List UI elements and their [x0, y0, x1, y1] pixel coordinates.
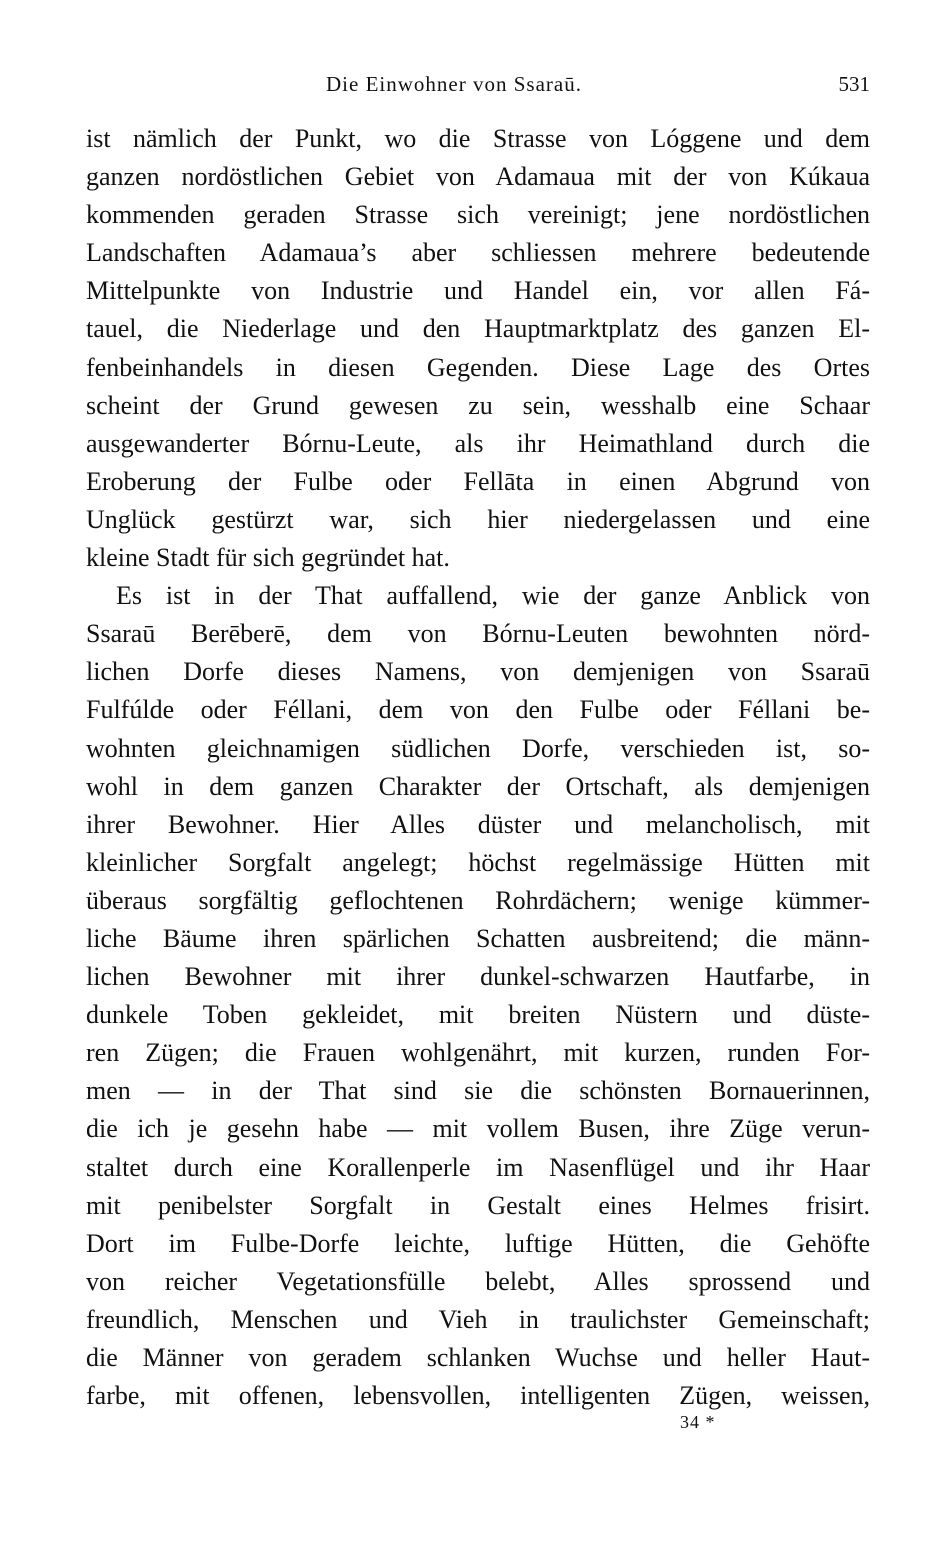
text-line: kleine Stadt für sich gegründet hat. [86, 543, 450, 573]
text-line: die Männer von geradem schlanken Wuchse und heller Haut- [86, 1343, 870, 1372]
text-line: men — in der That sind sie die schönsten Bornauerinnen, [86, 1076, 870, 1106]
text-line: ist nämlich der Punkt, wo die Strasse von Lóggene und dem [86, 124, 870, 153]
text-line: staltet durch eine Korallenperle im Nasenflügel und ihr Haar [86, 1152, 870, 1182]
text-line: die ich je gesehn habe — mit vollem Busen, ihre Züge verun- [86, 1114, 870, 1144]
text-line: Mittelpunkte von Industrie und Handel ein, vor allen Fá- [86, 276, 870, 306]
text-line: Eroberung der Fulbe oder Fellāta in einen Abgrund von [86, 466, 870, 496]
text-line: Es ist in der That auffallend, wie der ganze Anblick von [116, 581, 870, 611]
text-line: scheint der Grund gewesen zu sein, wesshalb eine Schaar [86, 390, 870, 420]
text-line: lichen Bewohner mit ihrer dunkel-schwarzen Hautfarbe, in [86, 962, 870, 992]
text-line: von reicher Vegetationsfülle belebt, Alles sprossend und [86, 1266, 870, 1296]
text-line: lichen Dorfe dieses Namens, von demjenigen von Ssaraū [86, 657, 870, 687]
text-line: ausgewanderter Bórnu-Leute, als ihr Heimathland durch die [86, 428, 870, 458]
text-line: liche Bäume ihren spärlichen Schatten ausbreitend; die männ- [86, 923, 870, 953]
text-line: Unglück gestürzt war, sich hier niedergelassen und eine [86, 504, 870, 534]
paragraph-1 [86, 120, 870, 577]
text-line: tauel, die Niederlage und den Hauptmarktplatz des ganzen El- [86, 314, 870, 344]
text-line: wohnten gleichnamigen südlichen Dorfe, verschieden ist, so- [86, 733, 870, 763]
text-line: ihrer Bewohner. Hier Alles düster und melancholisch, mit [86, 809, 870, 839]
text-line: dunkele Toben gekleidet, mit breiten Nüstern und düste- [86, 1000, 870, 1030]
text-line: mit penibelster Sorgfalt in Gestalt eines Helmes frisirt. [86, 1190, 870, 1220]
page-number: 531 [838, 72, 870, 96]
text-line: ganzen nordöstlichen Gebiet von Adamaua mit der von Kúkaua [86, 162, 870, 192]
text-line: fenbeinhandels in diesen Gegenden. Diese Lage des Ortes [86, 352, 870, 382]
text-line: kommenden geraden Strasse sich vereinigt; jene nordöstlichen [86, 200, 870, 230]
text-line: Fulfúlde oder Féllani, dem von den Fulbe oder Féllani be- [86, 695, 870, 725]
signature-mark: 34 * [680, 1412, 716, 1432]
text-line: farbe, mit offenen, lebensvollen, intelligenten Zügen, weissen, [86, 1381, 870, 1411]
body-text [86, 120, 870, 1415]
paragraph-2 [86, 577, 870, 1415]
text-line: ren Zügen; die Frauen wohlgenährt, mit kurzen, runden For- [86, 1038, 870, 1068]
running-title: Die Einwohner von Ssaraū. [326, 72, 582, 96]
text-line: wohl in dem ganzen Charakter der Ortschaft, als demjenigen [86, 771, 870, 801]
text-line: Landschaften Adamaua’s aber schliessen mehrere bedeutende [86, 238, 870, 268]
text-line: überaus sorgfältig geflochtenen Rohrdächern; wenige kümmer- [86, 885, 870, 915]
text-line: Dort im Fulbe-Dorfe leichte, luftige Hütten, die Gehöfte [86, 1228, 870, 1258]
text-line: freundlich, Menschen und Vieh in traulichster Gemeinschaft; [86, 1304, 870, 1334]
running-header [86, 70, 870, 102]
text-line: Ssaraū Berēberē, dem von Bórnu-Leuten bewohnten nörd- [86, 619, 870, 649]
text-line: kleinlicher Sorgfalt angelegt; höchst regelmässige Hütten mit [86, 847, 870, 877]
